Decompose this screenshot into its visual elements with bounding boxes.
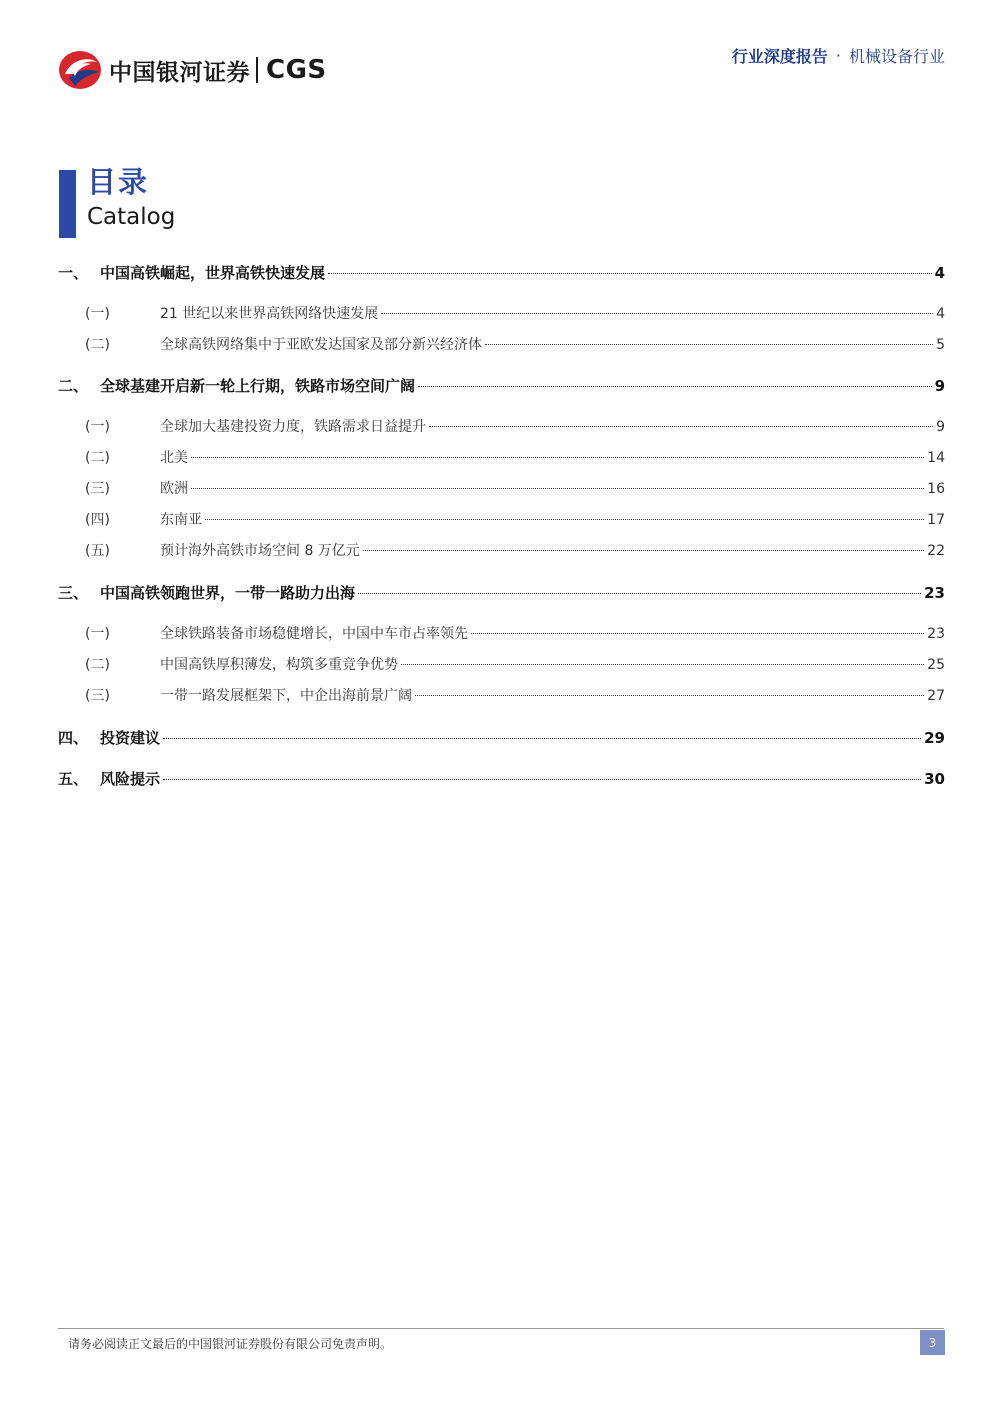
footer-divider (58, 1328, 944, 1329)
toc-entry-number: 四、 (58, 729, 89, 747)
toc-dot-leader (363, 550, 924, 551)
toc-entry-number: (二) (85, 450, 110, 466)
header-separator: · (835, 46, 841, 65)
toc-entry-page: 14 (927, 450, 945, 466)
report-type: 行业深度报告 (731, 47, 828, 66)
toc-dot-leader (163, 779, 921, 780)
toc-entry[interactable] (58, 334, 945, 356)
toc-dot-leader (401, 664, 924, 665)
toc-entry-page: 5 (936, 337, 945, 353)
toc-entry-number: 三、 (58, 584, 89, 602)
toc-entry-page: 23 (927, 626, 945, 642)
toc-entry-page: 9 (936, 419, 945, 435)
toc-entry[interactable] (58, 727, 945, 749)
toc-entry-title: 预计海外高铁市场空间 8 万亿元 (160, 543, 360, 559)
toc-entry[interactable] (58, 478, 945, 500)
page-number: 3 (920, 1330, 945, 1355)
brand-logo (57, 48, 327, 92)
industry-name: 机械设备行业 (848, 47, 945, 66)
toc-dot-leader (429, 426, 933, 427)
cgs-logo-icon (57, 48, 103, 92)
toc-entry-title: 中国高铁领跑世界，一带一路助力出海 (100, 584, 356, 602)
toc-entry-page: 23 (924, 584, 945, 602)
toc-entry-page: 22 (927, 543, 945, 559)
toc-entry-title: 全球高铁网络集中于亚欧发达国家及部分新兴经济体 (160, 337, 482, 353)
toc-entry[interactable] (58, 303, 945, 325)
toc-entry-number: (五) (85, 543, 110, 559)
toc-entry-page: 27 (927, 688, 945, 704)
toc-entry-title: 投资建议 (100, 729, 161, 747)
footer-disclaimer: 请务必阅读正文最后的中国银河证券股份有限公司免责声明。 (68, 1337, 393, 1351)
toc-dot-leader (381, 313, 933, 314)
toc-entry-title: 一带一路发展框架下，中企出海前景广阔 (160, 688, 412, 704)
toc-entry-title: 中国高铁厚积薄发，构筑多重竞争优势 (160, 657, 398, 673)
toc-entry[interactable] (58, 540, 945, 562)
toc-entry-title: 中国高铁崛起，世界高铁快速发展 (100, 264, 326, 282)
toc-dot-leader (191, 457, 924, 458)
toc-entry[interactable] (58, 623, 945, 645)
toc-entry-title: 全球加大基建投资力度，铁路需求日益提升 (160, 419, 426, 435)
toc-entry-title: 全球铁路装备市场稳健增长，中国中车市占率领先 (160, 626, 468, 642)
toc-entry-number: (二) (85, 337, 110, 353)
toc-entry[interactable] (58, 262, 945, 284)
toc-entry-number: (四) (85, 512, 110, 528)
toc-dot-leader (471, 633, 924, 634)
brand-separator (256, 57, 258, 83)
report-header (732, 44, 945, 67)
toc-entry-page: 16 (927, 481, 945, 497)
catalog-title-en: Catalog (87, 204, 176, 230)
toc-dot-leader (163, 738, 921, 739)
toc-entry[interactable] (58, 375, 945, 397)
toc-entry-page: 30 (924, 770, 945, 788)
toc-entry[interactable] (58, 768, 945, 790)
toc-entry-title: 全球基建开启新一轮上行期，铁路市场空间广阔 (100, 377, 416, 395)
toc-entry[interactable] (58, 654, 945, 676)
toc-entry[interactable] (58, 582, 945, 604)
toc-entry-page: 25 (927, 657, 945, 673)
toc-entry-page: 9 (934, 377, 945, 395)
toc-entry-number: (一) (85, 419, 110, 435)
toc-entry[interactable] (58, 509, 945, 531)
toc-dot-leader (485, 344, 933, 345)
toc-entry-title: 风险提示 (100, 770, 161, 788)
toc-entry-title: 北美 (160, 450, 188, 466)
toc-entry-number: (一) (85, 306, 110, 322)
toc-entry-page: 4 (936, 306, 945, 322)
toc-dot-leader (418, 386, 932, 387)
toc-entry-number: (二) (85, 657, 110, 673)
toc-entry-number: 二、 (58, 377, 89, 395)
toc-entry-number: (一) (85, 626, 110, 642)
toc-entry-title: 21 世纪以来世界高铁网络快速发展 (160, 306, 379, 322)
toc-entry-number: (三) (85, 481, 110, 497)
toc-dot-leader (358, 593, 921, 594)
toc-entry-title: 欧洲 (160, 481, 188, 497)
toc-entry[interactable] (58, 685, 945, 707)
toc-entry-number: (三) (85, 688, 110, 704)
catalog-title-cn: 目录 (87, 165, 150, 199)
toc-dot-leader (205, 519, 924, 520)
toc-entry-number: 一、 (58, 264, 89, 282)
toc-entry-page: 17 (927, 512, 945, 528)
brand-name-en: CGS (266, 55, 327, 85)
toc-entry-page: 29 (924, 729, 945, 747)
catalog-accent-bar (59, 170, 76, 238)
toc-entry-title: 东南亚 (160, 512, 202, 528)
toc-entry[interactable] (58, 447, 945, 469)
toc-entry-page: 4 (934, 264, 945, 282)
toc-entry-number: 五、 (58, 770, 89, 788)
toc-dot-leader (415, 695, 924, 696)
toc-dot-leader (191, 488, 924, 489)
brand-name-cn: 中国银河证券 (109, 59, 250, 86)
toc-entry[interactable] (58, 416, 945, 438)
toc-dot-leader (328, 273, 932, 274)
